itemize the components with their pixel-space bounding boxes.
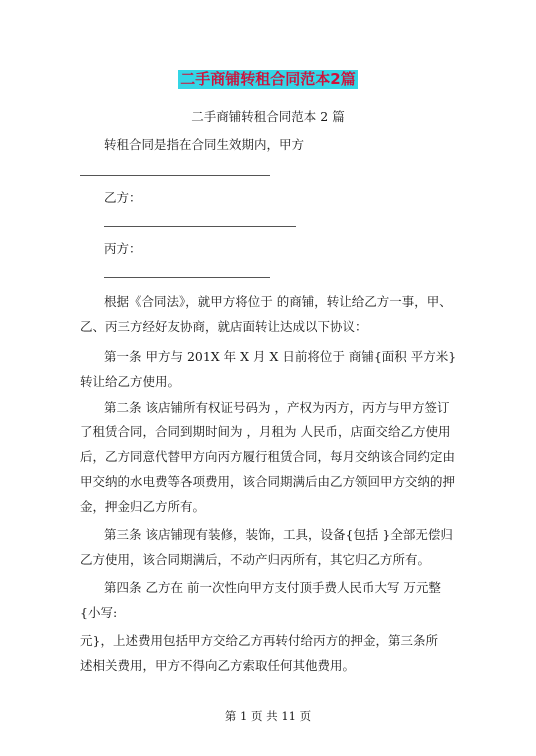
document-title: 二手商铺转租合同范本2篇: [180, 70, 356, 88]
clause-4-line: 述相关费用，甲方不得向乙方索取任何其他费用。: [80, 658, 356, 673]
document-subtitle: 二手商铺转租合同范本 2 篇: [191, 109, 345, 124]
body-line: 根据《合同法》，就甲方将位于 的商铺，转让给乙方一事，甲、: [104, 294, 452, 309]
clause-3-line: 第三条 该店铺现有装修，装饰，工具，设备{包括 }全部无偿归: [104, 527, 453, 542]
intro-party-a: 转租合同是指在合同生效期内，甲方: [104, 137, 305, 152]
clause-2-line: 金，押金归乙方所有。: [80, 499, 206, 514]
title-container: [0, 69, 536, 89]
clause-4-line: 第四条 乙方在 前一次性向甲方支付顶手费人民币大写 万元整: [104, 580, 441, 595]
clause-4-line: 元}，上述费用包括甲方交给乙方再转付给丙方的押金，第三条所: [80, 633, 438, 648]
party-c-label: 丙方：: [104, 241, 142, 256]
clause-2-line: 甲交纳的水电费等各项费用，该合同期满后由乙方领回甲方交纳的押: [80, 474, 456, 489]
clause-2-line: 了租赁合同，合同到期时间为 ，月租为 人民币，店面交给乙方使用: [80, 424, 451, 439]
body-line: 乙、丙三方经好友协商，就店面转让达成以下协议：: [80, 319, 368, 334]
clause-2-line: 第二条 该店铺所有权证号码为 ，产权为丙方，丙方与甲方签订: [104, 400, 450, 415]
blank-line-party-a: [80, 175, 270, 176]
blank-line-party-c: [104, 277, 270, 278]
clause-1-line: 转让给乙方使用。: [80, 374, 181, 389]
party-b-label: 乙方：: [104, 190, 142, 205]
blank-line-party-b: [104, 226, 296, 227]
clause-4-line: {小写:: [80, 605, 118, 620]
clause-1-line: 第一条 甲方与 201X 年 X 月 X 日前将位于 商铺{面积 平方米}: [104, 349, 457, 364]
page-footer: 第 1 页 共 11 页: [224, 709, 312, 723]
clause-3-line: 乙方使用，该合同期满后，不动产归丙所有，其它归乙方所有。: [80, 552, 431, 567]
clause-2-line: 后，乙方同意代替甲方向丙方履行租赁合同，每月交纳该合同约定由: [80, 449, 456, 464]
